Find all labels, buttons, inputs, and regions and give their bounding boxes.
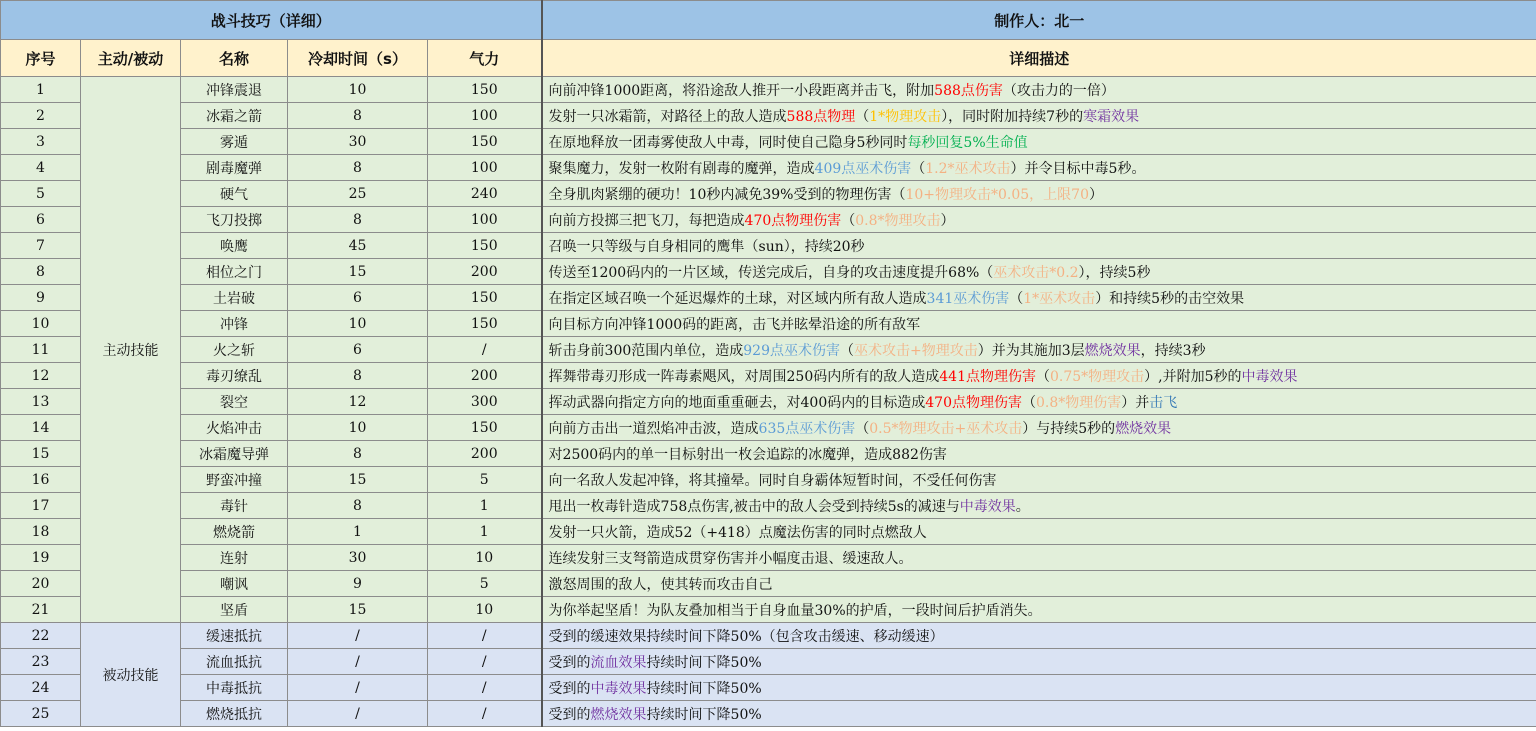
cell-description[interactable] (542, 207, 1536, 233)
cell-name[interactable]: 裂空 (181, 389, 288, 415)
cell-description[interactable] (542, 129, 1536, 155)
cell-name[interactable]: 毒刃缭乱 (181, 363, 288, 389)
cell-cooldown[interactable]: 8 (288, 363, 428, 389)
cell-name[interactable]: 冰霜之箭 (181, 103, 288, 129)
description-segment: 受到的 (548, 706, 591, 723)
description-segment: 0.8*物理攻击 (855, 212, 941, 229)
cell-qi[interactable]: 200 (428, 363, 542, 389)
cell-qi[interactable]: 300 (428, 389, 542, 415)
description-segment: （ (1009, 290, 1024, 307)
cell-no[interactable]: 13 (1, 389, 81, 415)
description-segment: 0.8*物理伤害 (1036, 394, 1122, 411)
description-segment: 发射一只火箭，造成52（+418）点魔法伤害的同时点燃敌人 (548, 524, 927, 541)
description-segment: 10+物理攻击*0.05，上限70 (905, 186, 1089, 203)
cell-qi[interactable]: 150 (428, 415, 542, 441)
description-segment: 挥舞带毒刃形成一阵毒素飓风，对周围250码内所有的敌人造成 (548, 368, 940, 385)
cell-description[interactable] (542, 701, 1536, 727)
table-row (1, 233, 1536, 259)
table-row (1, 311, 1536, 337)
description-segment: 每秒回复5%生命值 (907, 134, 1028, 151)
table-row (1, 493, 1536, 519)
description-segment: （ (841, 212, 856, 229)
table-row (1, 519, 1536, 545)
description-segment: 持续时间下降50% (646, 706, 762, 723)
cell-name[interactable]: 火之斩 (181, 337, 288, 363)
description-segment: ）并 (1121, 394, 1150, 411)
header-type[interactable]: 主动/被动 (81, 40, 181, 77)
header-description[interactable]: 详细描述 (542, 40, 1536, 77)
cell-name[interactable]: 燃烧箭 (181, 519, 288, 545)
cell-name[interactable]: 冲锋震退 (181, 77, 288, 103)
cell-cooldown[interactable]: / (288, 675, 428, 701)
group-active-skills[interactable]: 主动技能 (81, 77, 181, 623)
table-row (1, 701, 1536, 727)
header-row (1, 40, 1536, 77)
description-segment: （ (1036, 368, 1050, 385)
cell-no[interactable]: 25 (1, 701, 81, 727)
header-no[interactable]: 序号 (1, 40, 81, 77)
description-segment: ），持续5秒 (1078, 264, 1151, 281)
table-row (1, 155, 1536, 181)
description-segment: 中毒效果 (959, 498, 1016, 515)
table-row (1, 77, 1536, 103)
cell-cooldown[interactable]: / (288, 623, 428, 649)
cell-name[interactable]: 缓速抵抗 (181, 623, 288, 649)
description-segment: 向前冲锋1000距离，将沿途敌人推开一小段距离并击飞，附加 (548, 82, 935, 99)
cell-no[interactable]: 10 (1, 311, 81, 337)
cell-name[interactable]: 雾遁 (181, 129, 288, 155)
description-segment: （ (911, 160, 926, 177)
table-row (1, 415, 1536, 441)
table-row (1, 467, 1536, 493)
description-segment: 635点巫术伤害 (758, 420, 856, 437)
cell-description[interactable] (542, 493, 1536, 519)
description-segment: 470点物理伤害 (744, 212, 842, 229)
description-segment: 441点物理伤害 (939, 368, 1036, 385)
cell-cooldown[interactable]: 6 (288, 337, 428, 363)
description-segment: ）并令目标中毒5秒。 (1010, 160, 1146, 177)
cell-description[interactable] (542, 103, 1536, 129)
description-segment: 在指定区域召唤一个延迟爆炸的土球，对区域内所有敌人造成 (548, 290, 927, 307)
table-row (1, 623, 1536, 649)
description-segment: 中毒效果 (590, 680, 647, 697)
table-row (1, 259, 1536, 285)
cell-description[interactable] (542, 467, 1536, 493)
cell-name[interactable]: 嘲讽 (181, 571, 288, 597)
cell-name[interactable]: 土岩破 (181, 285, 288, 311)
cell-cooldown[interactable]: 30 (288, 129, 428, 155)
cell-no[interactable]: 21 (1, 597, 81, 623)
cell-no[interactable]: 1 (1, 77, 81, 103)
cell-no[interactable]: 7 (1, 233, 81, 259)
description-segment: 巫术攻击*0.2 (993, 264, 1079, 281)
cell-description[interactable] (542, 675, 1536, 701)
cell-cooldown[interactable]: 12 (288, 389, 428, 415)
description-segment: 持续时间下降50% (646, 654, 762, 671)
description-segment: 燃烧效果 (1084, 342, 1141, 359)
cell-no[interactable]: 2 (1, 103, 81, 129)
cell-qi[interactable]: 150 (428, 285, 542, 311)
cell-description[interactable] (542, 363, 1536, 389)
description-segment: 588点伤害 (934, 82, 1003, 99)
cell-cooldown[interactable]: 8 (288, 493, 428, 519)
cell-qi[interactable]: / (428, 649, 542, 675)
description-segment: 流血效果 (590, 654, 647, 671)
description-segment: 在原地释放一团毒雾使敌人中毒，同时使自己隐身5秒同时 (548, 134, 908, 151)
description-segment: 聚集魔力，发射一枚附有剧毒的魔弹，造成 (548, 160, 815, 177)
description-segment: 连续发射三支弩箭造成贯穿伤害并小幅度击退、缓速敌人。 (548, 550, 913, 567)
cell-qi[interactable]: 10 (428, 545, 542, 571)
cell-cooldown[interactable]: 8 (288, 155, 428, 181)
table-row (1, 129, 1536, 155)
cell-name[interactable]: 毒针 (181, 493, 288, 519)
cell-cooldown[interactable]: / (288, 701, 428, 727)
description-segment: 召唤一只等级与自身相同的鹰隼（sun），持续20秒 (548, 238, 865, 255)
cell-name[interactable]: 硬气 (181, 181, 288, 207)
description-segment: 受到的 (548, 680, 591, 697)
cell-cooldown[interactable]: 10 (288, 415, 428, 441)
description-segment: 燃烧效果 (590, 706, 647, 723)
group-passive-skills[interactable]: 被动技能 (81, 623, 181, 727)
header-name[interactable]: 名称 (181, 40, 288, 77)
table-row (1, 207, 1536, 233)
description-segment: 0.75*物理攻击 (1050, 368, 1145, 385)
table-row (1, 103, 1536, 129)
description-segment: （ (1022, 394, 1036, 411)
cell-qi[interactable]: 100 (428, 155, 542, 181)
cell-description[interactable] (542, 181, 1536, 207)
cell-no[interactable]: 16 (1, 467, 81, 493)
cell-cooldown[interactable]: 10 (288, 77, 428, 103)
description-segment: 1.2*巫术攻击 (925, 160, 1011, 177)
cell-description[interactable] (542, 259, 1536, 285)
description-segment: ）并为其施加3层 (977, 342, 1085, 359)
cell-cooldown[interactable]: 15 (288, 597, 428, 623)
cell-qi[interactable]: 5 (428, 467, 542, 493)
cell-qi[interactable]: 150 (428, 129, 542, 155)
cell-qi[interactable]: 100 (428, 207, 542, 233)
cell-name[interactable]: 冲锋 (181, 311, 288, 337)
description-segment: （ (855, 108, 870, 125)
description-segment: 寒霜效果 (1083, 108, 1140, 125)
description-segment: ）与持续5秒的 (1022, 420, 1116, 437)
description-segment: 挥动武器向指定方向的地面重重砸去，对400码内的目标造成 (548, 394, 926, 411)
cell-description[interactable] (542, 519, 1536, 545)
description-segment: 929点巫术伤害 (743, 342, 840, 359)
description-segment: 中毒效果 (1241, 368, 1298, 385)
description-segment: 1*物理攻击 (869, 108, 942, 125)
cell-description[interactable] (542, 441, 1536, 467)
description-segment: 燃烧效果 (1115, 420, 1172, 437)
table-row (1, 597, 1536, 623)
cell-name[interactable]: 流血抵抗 (181, 649, 288, 675)
cell-name[interactable]: 连射 (181, 545, 288, 571)
cell-no[interactable]: 22 (1, 623, 81, 649)
description-segment: 向前方投掷三把飞刀，每把造成 (548, 212, 745, 229)
description-segment: 。 (1015, 498, 1030, 515)
cell-no[interactable]: 9 (1, 285, 81, 311)
cell-no[interactable]: 3 (1, 129, 81, 155)
table-row (1, 337, 1536, 363)
description-segment: 向一名敌人发起冲锋，将其撞晕。同时自身霸体短暂时间，不受任何伤害 (548, 472, 997, 489)
description-segment: 传送至1200码内的一片区域，传送完成后，自身的攻击速度提升68%（ (548, 264, 994, 281)
description-segment: 向前方击出一道烈焰冲击波，造成 (548, 420, 759, 437)
description-segment: 341巫术伤害 (926, 290, 1010, 307)
cell-no[interactable]: 11 (1, 337, 81, 363)
cell-description[interactable] (542, 623, 1536, 649)
description-segment: 470点物理伤害 (925, 394, 1022, 411)
cell-name[interactable]: 飞刀投掷 (181, 207, 288, 233)
description-segment: ） (1089, 186, 1103, 203)
cell-name[interactable]: 野蛮冲撞 (181, 467, 288, 493)
description-segment: 409点巫术伤害 (814, 160, 912, 177)
cell-description[interactable] (542, 311, 1536, 337)
description-segment: ，持续3秒 (1140, 342, 1206, 359)
cell-name[interactable]: 剧毒魔弹 (181, 155, 288, 181)
description-segment: 向目标方向冲锋1000码的距离，击飞并眩晕沿途的所有敌军 (548, 316, 921, 333)
description-segment: 击飞 (1149, 394, 1178, 411)
cell-qi[interactable]: 150 (428, 77, 542, 103)
cell-description[interactable] (542, 337, 1536, 363)
cell-cooldown[interactable]: 30 (288, 545, 428, 571)
description-segment: ），同时附加持续7秒的 (941, 108, 1084, 125)
table-row (1, 545, 1536, 571)
description-segment: ） (940, 212, 955, 229)
cell-qi[interactable]: / (428, 701, 542, 727)
cell-description[interactable] (542, 415, 1536, 441)
sheet-title: 战斗技巧（详细） (1, 1, 542, 40)
cell-no[interactable]: 24 (1, 675, 81, 701)
table-row (1, 181, 1536, 207)
cell-no[interactable]: 12 (1, 363, 81, 389)
cell-qi[interactable]: / (428, 337, 542, 363)
cell-name[interactable]: 唤鹰 (181, 233, 288, 259)
table-row (1, 649, 1536, 675)
cell-qi[interactable]: 5 (428, 571, 542, 597)
cell-description[interactable] (542, 233, 1536, 259)
cell-no[interactable]: 14 (1, 415, 81, 441)
author-credit: 制作人：北一 (542, 1, 1536, 40)
description-segment: （ (840, 342, 854, 359)
description-segment: 斩击身前300范围内单位，造成 (548, 342, 744, 359)
cell-no[interactable]: 8 (1, 259, 81, 285)
cell-no[interactable]: 17 (1, 493, 81, 519)
description-segment: 激怒周围的敌人，使其转而攻击自己 (548, 576, 773, 593)
title-row (1, 1, 1536, 40)
description-segment: 0.5*物理攻击+巫术攻击 (869, 420, 1023, 437)
cell-name[interactable]: 火焰冲击 (181, 415, 288, 441)
description-segment: 甩出一枚毒针造成758点伤害,被击中的敌人会受到持续5s的减速与 (548, 498, 960, 515)
cell-name[interactable]: 冰霜魔导弹 (181, 441, 288, 467)
description-segment: 巫术攻击+物理攻击 (854, 342, 978, 359)
description-segment: ）和持续5秒的击空效果 (1095, 290, 1245, 307)
description-segment: 受到的 (548, 654, 591, 671)
description-segment: 1*巫术攻击 (1023, 290, 1096, 307)
cell-cooldown[interactable]: 8 (288, 103, 428, 129)
cell-qi[interactable]: 1 (428, 519, 542, 545)
cell-cooldown[interactable]: 25 (288, 181, 428, 207)
cell-cooldown[interactable]: 45 (288, 233, 428, 259)
cell-description[interactable] (542, 389, 1536, 415)
table-row (1, 285, 1536, 311)
description-segment: 为你举起坚盾！为队友叠加相当于自身血量30%的护盾，一段时间后护盾消失。 (548, 602, 1042, 619)
description-segment: 对2500码内的单一目标射出一枚会追踪的冰魔弹，造成882伤害 (548, 446, 947, 463)
cell-qi[interactable]: 150 (428, 233, 542, 259)
cell-cooldown[interactable]: 15 (288, 467, 428, 493)
cell-no[interactable]: 19 (1, 545, 81, 571)
cell-cooldown[interactable]: 8 (288, 207, 428, 233)
cell-description[interactable] (542, 77, 1536, 103)
cell-description[interactable] (542, 649, 1536, 675)
cell-no[interactable]: 4 (1, 155, 81, 181)
header-qi[interactable]: 气力 (428, 40, 542, 77)
cell-no[interactable]: 5 (1, 181, 81, 207)
cell-qi[interactable]: / (428, 675, 542, 701)
cell-cooldown[interactable]: 8 (288, 441, 428, 467)
cell-cooldown[interactable]: 1 (288, 519, 428, 545)
cell-name[interactable]: 坚盾 (181, 597, 288, 623)
header-cooldown[interactable]: 冷却时间（s） (288, 40, 428, 77)
cell-qi[interactable]: 10 (428, 597, 542, 623)
cell-description[interactable] (542, 571, 1536, 597)
table-row (1, 571, 1536, 597)
cell-cooldown[interactable]: 9 (288, 571, 428, 597)
table-row (1, 441, 1536, 467)
cell-qi[interactable]: 200 (428, 441, 542, 467)
cell-qi[interactable]: 150 (428, 311, 542, 337)
cell-name[interactable]: 燃烧抵抗 (181, 701, 288, 727)
description-segment: 受到的缓速效果持续时间下降50%（包含攻击缓速、移动缓速） (548, 628, 944, 645)
cell-cooldown[interactable]: 15 (288, 259, 428, 285)
cell-description[interactable] (542, 285, 1536, 311)
cell-qi[interactable]: 1 (428, 493, 542, 519)
description-segment: （ (855, 420, 870, 437)
description-segment: 全身肌肉紧绷的硬功！10秒内减免39%受到的物理伤害（ (548, 186, 906, 203)
description-segment: 588点物理 (786, 108, 856, 125)
cell-no[interactable]: 20 (1, 571, 81, 597)
cell-cooldown[interactable]: 6 (288, 285, 428, 311)
cell-name[interactable]: 相位之门 (181, 259, 288, 285)
cell-qi[interactable]: 240 (428, 181, 542, 207)
cell-cooldown[interactable]: / (288, 649, 428, 675)
table-row (1, 389, 1536, 415)
description-segment: 持续时间下降50% (646, 680, 762, 697)
cell-no[interactable]: 15 (1, 441, 81, 467)
cell-no[interactable]: 18 (1, 519, 81, 545)
cell-qi[interactable]: 100 (428, 103, 542, 129)
cell-description[interactable] (542, 545, 1536, 571)
description-segment: ）,并附加5秒的 (1144, 368, 1242, 385)
cell-description[interactable] (542, 597, 1536, 623)
cell-name[interactable]: 中毒抵抗 (181, 675, 288, 701)
table-row (1, 675, 1536, 701)
description-segment: （攻击力的一倍） (1002, 82, 1115, 99)
cell-qi[interactable]: 200 (428, 259, 542, 285)
table-row (1, 363, 1536, 389)
cell-qi[interactable]: / (428, 623, 542, 649)
cell-no[interactable]: 23 (1, 649, 81, 675)
cell-description[interactable] (542, 155, 1536, 181)
cell-no[interactable]: 6 (1, 207, 81, 233)
cell-cooldown[interactable]: 10 (288, 311, 428, 337)
description-segment: 发射一只冰霜箭，对路径上的敌人造成 (548, 108, 787, 125)
